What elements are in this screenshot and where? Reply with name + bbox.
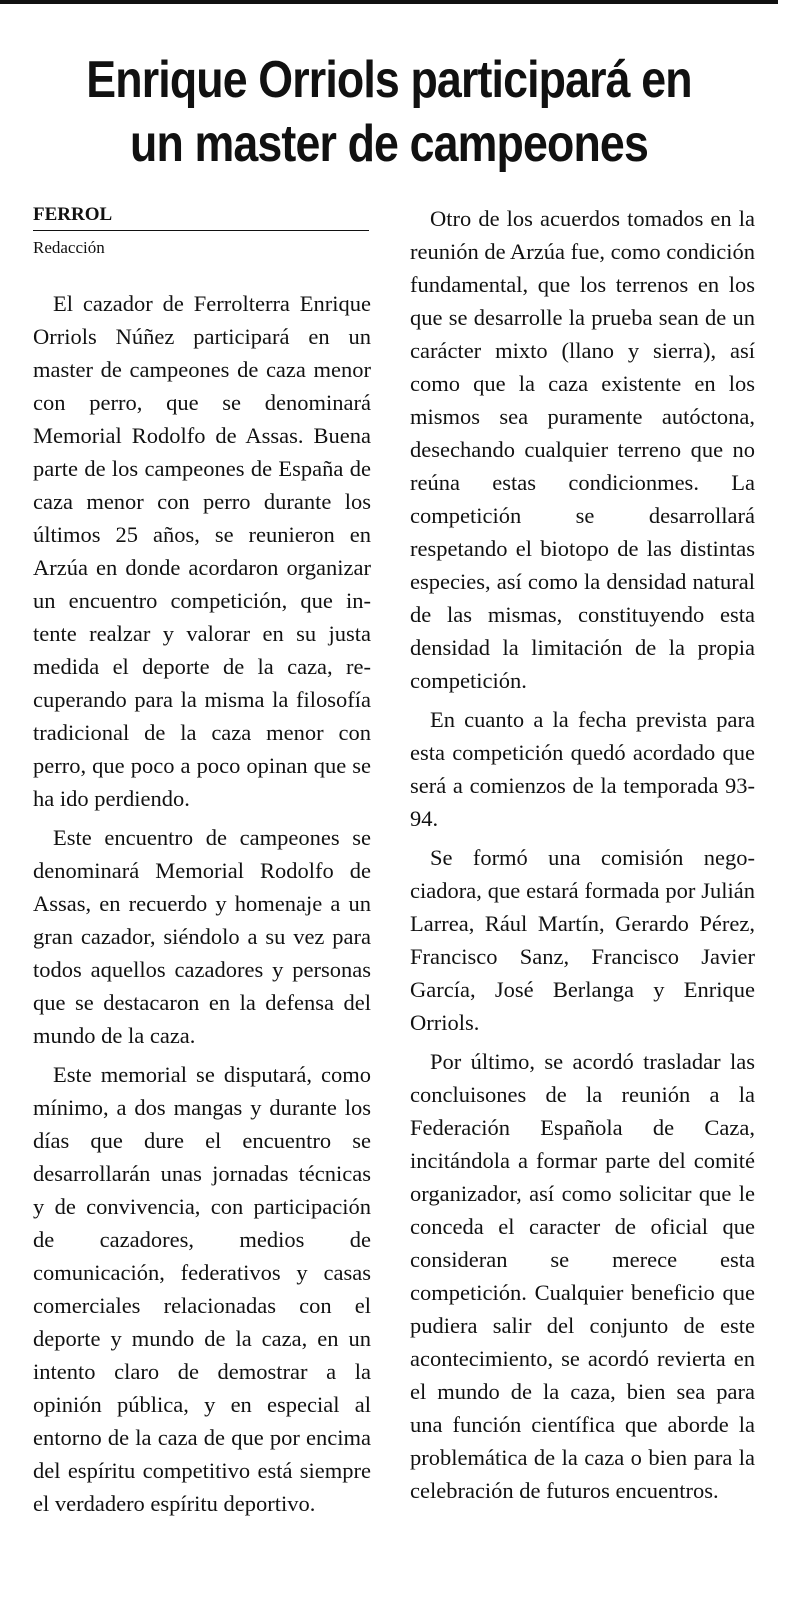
paragraph: Se formó una comisión negociadora, que estará formada por Julián Larrea, Rául Martín, Gerardo Pérez, Francisco Sanz, Francisco Javier García, José Berlanga y Enrique Orriols. — [410, 845, 755, 1035]
paragraph: Por último, se acordó trasladar las concluisones de la reunión a la Federación Española de Caza, incitándola a formar parte del comité organizador, así como solicitar que le conceda el caracter de oficial que consideran se merece esta competición. Cualquier beneficio que pudiera salir del conjunto de este acontecimiento, se acordó revierta en el mundo de la caza, bien sea para una función científica que aborde la problemática de la caza o bien para la celebración de futuros encuentros. — [410, 1049, 755, 1503]
dateline: FERROL — [33, 202, 369, 231]
paragraph: En cuanto a la fecha prevista para esta competición quedó acordado que será a comienzos de la temporada 93-94. — [410, 707, 755, 831]
right-column — [410, 202, 755, 1507]
paragraph: El cazador de Ferrolterra Enrique Orriols Núñez participará en un master de campeones de caza menor con perro, que se denominará Memorial Rodolfo de Assas. Buena parte de los campeones de España de caza menor con perro durante los últimos 25 años, se reunieron en Arzúa en donde acordaron organizar un encuentro competición, que intente realzar y valorar en su justa medida el deporte de la caza, recuperando para la misma la filosofía tradicional de la caza menor con perro, que poco a poco opinan que se ha ido perdiendo. — [33, 291, 371, 811]
paragraph: Este encuentro de campeones se denominará Memorial Rodolfo de Assas, en recuerdo y homenaje a un gran cazador, siéndolo a su vez para todos aquellos cazadores y personas que se destacaron en la defensa del mundo de la caza. — [33, 825, 371, 1048]
paragraph: Otro de los acuerdos tomados en la reunión de Arzúa fue, como condición fundamental, que los terrenos en los que se desarrolle la prueba sean de un carácter mixto (llano y sierra), así como que la caza existente en los mismos sea puramente autóctona, desechando cualquier terreno que no reúna estas condicionmes. La competición se desarrollará respetando el biotopo de las distintas especies, así como la densidad natural de las mismas, constituyendo esta densidad la limitación de la propia competición. — [410, 206, 755, 693]
left-column — [33, 202, 371, 1520]
paragraph: Este memorial se disputará, como mínimo, a dos mangas y durante los días que dure el encuentro se desarrollarán unas jornadas técnicas y de convivencia, con participación de cazadores, medios de comunicación, federativos y casas comerciales relacionadas con el deporte y mundo de la caza, en un intento claro de demostrar a la opinión pública, y en especial al entorno de la caza de que por encima del espíritu competitivo está siempre el verdadero espíritu deportivo. — [33, 1062, 371, 1516]
author-byline: Redacción — [33, 238, 105, 257]
headline-line-1: Enrique Orriols participará en — [86, 51, 692, 109]
headline — [54, 48, 723, 176]
headline-line-2: un master de campeones — [130, 115, 648, 173]
top-rule — [0, 0, 778, 4]
